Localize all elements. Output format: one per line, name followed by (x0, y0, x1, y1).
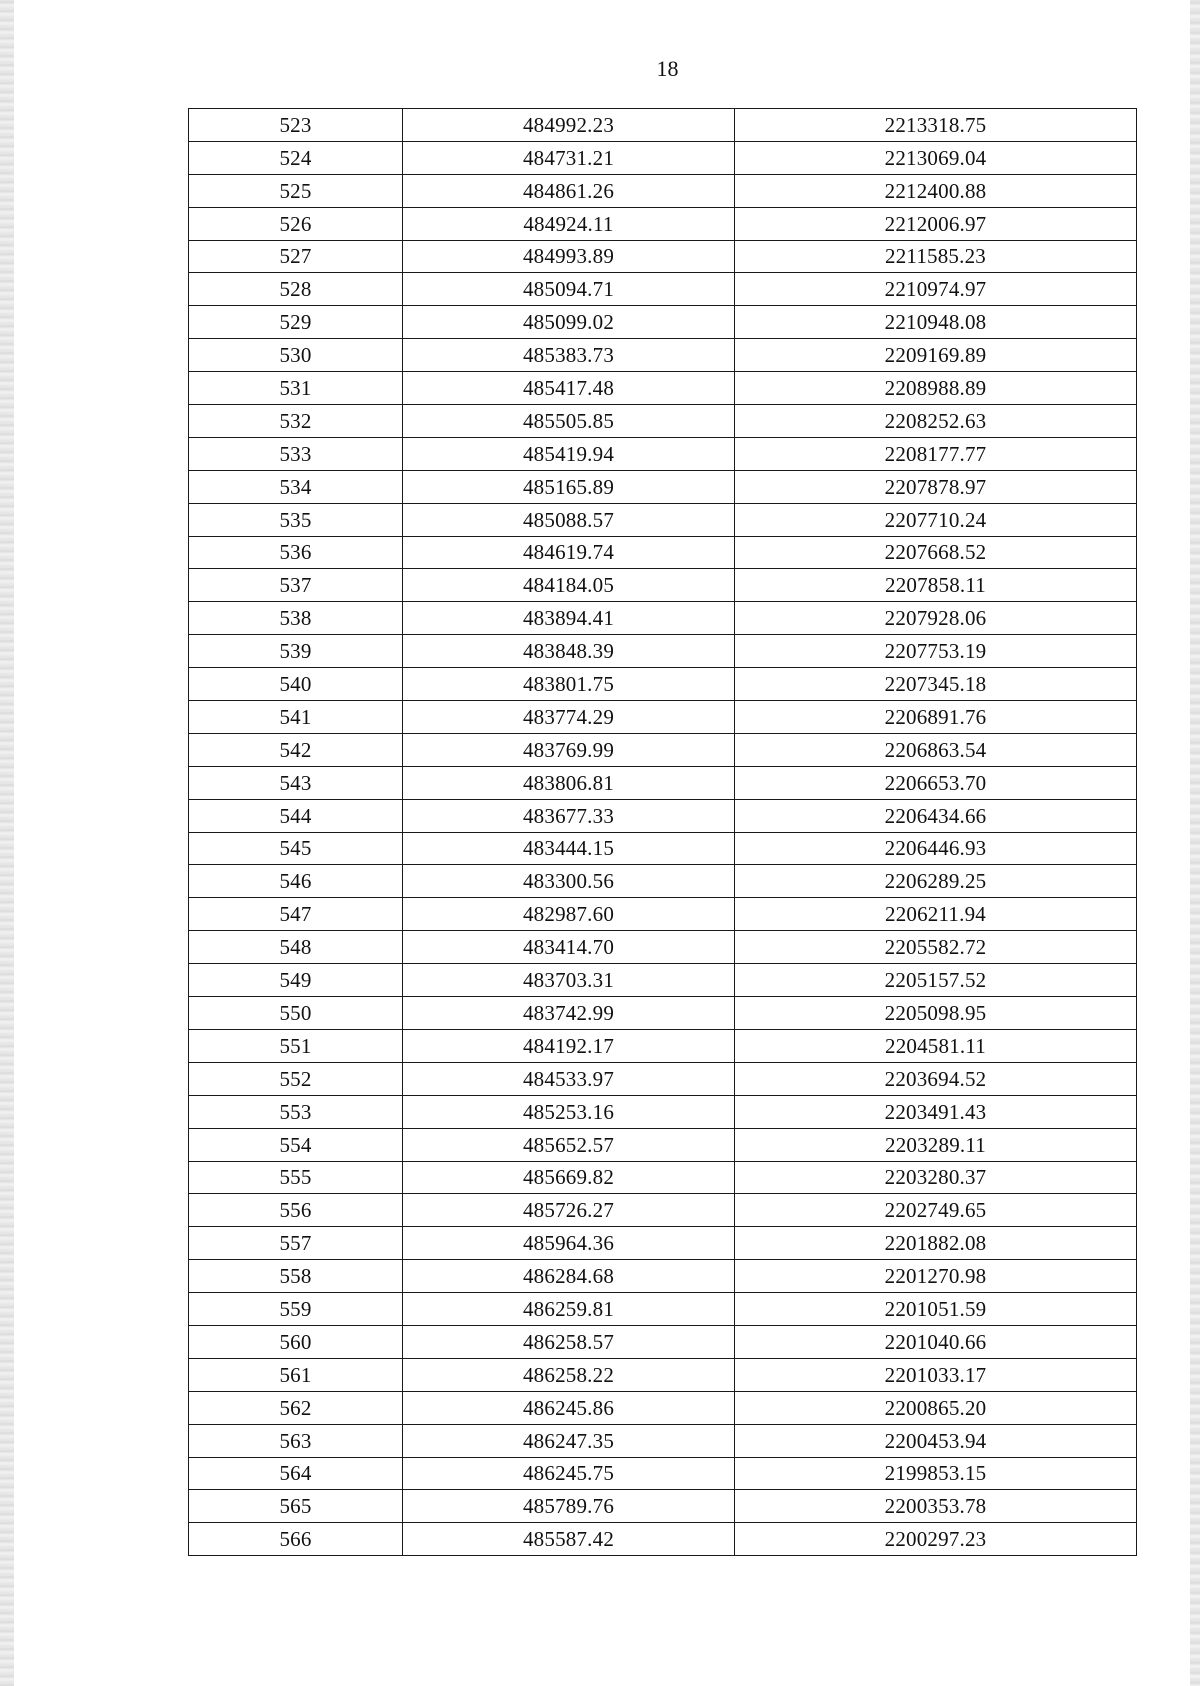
point-number-cell: 551 (189, 1029, 403, 1062)
y-coordinate-cell: 2200353.78 (735, 1490, 1137, 1523)
y-coordinate-cell: 2203694.52 (735, 1062, 1137, 1095)
y-coordinate-cell: 2208988.89 (735, 372, 1137, 405)
point-number-cell: 554 (189, 1128, 403, 1161)
x-coordinate-cell: 483677.33 (403, 799, 735, 832)
point-number-cell: 545 (189, 832, 403, 865)
point-number-cell: 548 (189, 931, 403, 964)
x-coordinate-cell: 484992.23 (403, 109, 735, 142)
table-row (189, 372, 1137, 405)
point-number-cell: 523 (189, 109, 403, 142)
table-row (189, 997, 1137, 1030)
x-coordinate-cell: 485383.73 (403, 339, 735, 372)
y-coordinate-cell: 2201033.17 (735, 1358, 1137, 1391)
x-coordinate-cell: 485964.36 (403, 1227, 735, 1260)
point-number-cell: 525 (189, 174, 403, 207)
point-number-cell: 550 (189, 997, 403, 1030)
point-number-cell: 560 (189, 1325, 403, 1358)
point-number-cell: 558 (189, 1260, 403, 1293)
table-row (189, 437, 1137, 470)
x-coordinate-cell: 485094.71 (403, 273, 735, 306)
x-coordinate-cell: 485669.82 (403, 1161, 735, 1194)
y-coordinate-cell: 2207345.18 (735, 668, 1137, 701)
point-number-cell: 524 (189, 141, 403, 174)
x-coordinate-cell: 485505.85 (403, 405, 735, 438)
point-number-cell: 539 (189, 635, 403, 668)
y-coordinate-cell: 2207710.24 (735, 503, 1137, 536)
y-coordinate-cell: 2207753.19 (735, 635, 1137, 668)
x-coordinate-cell: 486245.75 (403, 1457, 735, 1490)
x-coordinate-cell: 486245.86 (403, 1391, 735, 1424)
point-number-cell: 559 (189, 1293, 403, 1326)
table-row (189, 1358, 1137, 1391)
point-number-cell: 538 (189, 602, 403, 635)
table-row (189, 766, 1137, 799)
table-row (189, 141, 1137, 174)
y-coordinate-cell: 2208177.77 (735, 437, 1137, 470)
point-number-cell: 528 (189, 273, 403, 306)
y-coordinate-cell: 2206289.25 (735, 865, 1137, 898)
point-number-cell: 526 (189, 207, 403, 240)
table-row (189, 668, 1137, 701)
table-row (189, 635, 1137, 668)
table-row (189, 1161, 1137, 1194)
table-row (189, 1062, 1137, 1095)
table-row (189, 865, 1137, 898)
y-coordinate-cell: 2200297.23 (735, 1523, 1137, 1556)
point-number-cell: 527 (189, 240, 403, 273)
x-coordinate-cell: 485099.02 (403, 306, 735, 339)
x-coordinate-cell: 485417.48 (403, 372, 735, 405)
table-row (189, 1227, 1137, 1260)
x-coordinate-cell: 482987.60 (403, 898, 735, 931)
y-coordinate-cell: 2199853.15 (735, 1457, 1137, 1490)
y-coordinate-cell: 2206434.66 (735, 799, 1137, 832)
page-number: 18 (656, 56, 679, 81)
point-number-cell: 555 (189, 1161, 403, 1194)
table-row (189, 470, 1137, 503)
table-row (189, 931, 1137, 964)
table-row (189, 898, 1137, 931)
y-coordinate-cell: 2201040.66 (735, 1325, 1137, 1358)
y-coordinate-cell: 2203280.37 (735, 1161, 1137, 1194)
x-coordinate-cell: 483806.81 (403, 766, 735, 799)
table-row (189, 339, 1137, 372)
y-coordinate-cell: 2206891.76 (735, 701, 1137, 734)
x-coordinate-cell: 485419.94 (403, 437, 735, 470)
table-row (189, 602, 1137, 635)
point-number-cell: 552 (189, 1062, 403, 1095)
table-row (189, 733, 1137, 766)
coordinate-table-body (189, 109, 1137, 1556)
y-coordinate-cell: 2207668.52 (735, 536, 1137, 569)
point-number-cell: 531 (189, 372, 403, 405)
table-row (189, 1293, 1137, 1326)
table-row (189, 207, 1137, 240)
y-coordinate-cell: 2206653.70 (735, 766, 1137, 799)
point-number-cell: 566 (189, 1523, 403, 1556)
point-number-cell: 561 (189, 1358, 403, 1391)
point-number-cell: 547 (189, 898, 403, 931)
point-number-cell: 549 (189, 964, 403, 997)
x-coordinate-cell: 483300.56 (403, 865, 735, 898)
table-row (189, 109, 1137, 142)
y-coordinate-cell: 2208252.63 (735, 405, 1137, 438)
y-coordinate-cell: 2204581.11 (735, 1029, 1137, 1062)
y-coordinate-cell: 2203491.43 (735, 1095, 1137, 1128)
x-coordinate-cell: 486259.81 (403, 1293, 735, 1326)
x-coordinate-cell: 483444.15 (403, 832, 735, 865)
table-row (189, 536, 1137, 569)
x-coordinate-cell: 484924.11 (403, 207, 735, 240)
point-number-cell: 536 (189, 536, 403, 569)
point-number-cell: 556 (189, 1194, 403, 1227)
x-coordinate-cell: 486247.35 (403, 1424, 735, 1457)
table-row (189, 964, 1137, 997)
y-coordinate-cell: 2205582.72 (735, 931, 1137, 964)
y-coordinate-cell: 2202749.65 (735, 1194, 1137, 1227)
x-coordinate-cell: 485726.27 (403, 1194, 735, 1227)
y-coordinate-cell: 2213069.04 (735, 141, 1137, 174)
table-row (189, 1391, 1137, 1424)
point-number-cell: 553 (189, 1095, 403, 1128)
x-coordinate-cell: 486258.22 (403, 1358, 735, 1391)
point-number-cell: 546 (189, 865, 403, 898)
y-coordinate-cell: 2207928.06 (735, 602, 1137, 635)
table-row (189, 306, 1137, 339)
x-coordinate-cell: 484184.05 (403, 569, 735, 602)
table-row (189, 1260, 1137, 1293)
y-coordinate-cell: 2203289.11 (735, 1128, 1137, 1161)
y-coordinate-cell: 2206211.94 (735, 898, 1137, 931)
x-coordinate-cell: 483894.41 (403, 602, 735, 635)
point-number-cell: 563 (189, 1424, 403, 1457)
y-coordinate-cell: 2212006.97 (735, 207, 1137, 240)
x-coordinate-cell: 485789.76 (403, 1490, 735, 1523)
table-row (189, 1490, 1137, 1523)
table-row (189, 1325, 1137, 1358)
y-coordinate-cell: 2200453.94 (735, 1424, 1137, 1457)
point-number-cell: 540 (189, 668, 403, 701)
point-number-cell: 542 (189, 733, 403, 766)
point-number-cell: 564 (189, 1457, 403, 1490)
table-row (189, 273, 1137, 306)
table-row (189, 503, 1137, 536)
point-number-cell: 562 (189, 1391, 403, 1424)
x-coordinate-cell: 484861.26 (403, 174, 735, 207)
x-coordinate-cell: 484619.74 (403, 536, 735, 569)
table-row (189, 1095, 1137, 1128)
x-coordinate-cell: 484993.89 (403, 240, 735, 273)
point-number-cell: 532 (189, 405, 403, 438)
x-coordinate-cell: 483848.39 (403, 635, 735, 668)
x-coordinate-cell: 483414.70 (403, 931, 735, 964)
x-coordinate-cell: 484731.21 (403, 141, 735, 174)
table-row (189, 701, 1137, 734)
table-row (189, 1523, 1137, 1556)
y-coordinate-cell: 2210948.08 (735, 306, 1137, 339)
point-number-cell: 543 (189, 766, 403, 799)
table-row (189, 569, 1137, 602)
y-coordinate-cell: 2200865.20 (735, 1391, 1137, 1424)
y-coordinate-cell: 2201882.08 (735, 1227, 1137, 1260)
x-coordinate-cell: 483769.99 (403, 733, 735, 766)
y-coordinate-cell: 2205098.95 (735, 997, 1137, 1030)
table-row (189, 1194, 1137, 1227)
point-number-cell: 534 (189, 470, 403, 503)
y-coordinate-cell: 2206863.54 (735, 733, 1137, 766)
y-coordinate-cell: 2209169.89 (735, 339, 1137, 372)
table-row (189, 405, 1137, 438)
point-number-cell: 544 (189, 799, 403, 832)
table-row (189, 799, 1137, 832)
scan-edge-left (0, 0, 14, 1686)
point-number-cell: 535 (189, 503, 403, 536)
x-coordinate-cell: 483801.75 (403, 668, 735, 701)
table-row (189, 240, 1137, 273)
x-coordinate-cell: 485165.89 (403, 470, 735, 503)
point-number-cell: 565 (189, 1490, 403, 1523)
point-number-cell: 530 (189, 339, 403, 372)
x-coordinate-cell: 484533.97 (403, 1062, 735, 1095)
point-number-cell: 529 (189, 306, 403, 339)
x-coordinate-cell: 483703.31 (403, 964, 735, 997)
point-number-cell: 541 (189, 701, 403, 734)
x-coordinate-cell: 485253.16 (403, 1095, 735, 1128)
x-coordinate-cell: 484192.17 (403, 1029, 735, 1062)
y-coordinate-cell: 2205157.52 (735, 964, 1137, 997)
x-coordinate-cell: 483742.99 (403, 997, 735, 1030)
table-row (189, 174, 1137, 207)
x-coordinate-cell: 486284.68 (403, 1260, 735, 1293)
x-coordinate-cell: 485587.42 (403, 1523, 735, 1556)
y-coordinate-cell: 2207878.97 (735, 470, 1137, 503)
table-row (189, 832, 1137, 865)
x-coordinate-cell: 485088.57 (403, 503, 735, 536)
table-row (189, 1128, 1137, 1161)
y-coordinate-cell: 2206446.93 (735, 832, 1137, 865)
x-coordinate-cell: 486258.57 (403, 1325, 735, 1358)
coordinate-table (188, 108, 1137, 1556)
table-row (189, 1457, 1137, 1490)
y-coordinate-cell: 2201270.98 (735, 1260, 1137, 1293)
scan-edge-right (1190, 0, 1200, 1686)
x-coordinate-cell: 485652.57 (403, 1128, 735, 1161)
table-row (189, 1029, 1137, 1062)
y-coordinate-cell: 2211585.23 (735, 240, 1137, 273)
point-number-cell: 537 (189, 569, 403, 602)
y-coordinate-cell: 2213318.75 (735, 109, 1137, 142)
point-number-cell: 533 (189, 437, 403, 470)
x-coordinate-cell: 483774.29 (403, 701, 735, 734)
table-row (189, 1424, 1137, 1457)
point-number-cell: 557 (189, 1227, 403, 1260)
y-coordinate-cell: 2210974.97 (735, 273, 1137, 306)
y-coordinate-cell: 2207858.11 (735, 569, 1137, 602)
y-coordinate-cell: 2201051.59 (735, 1293, 1137, 1326)
coordinate-table-container (188, 108, 1136, 1556)
y-coordinate-cell: 2212400.88 (735, 174, 1137, 207)
